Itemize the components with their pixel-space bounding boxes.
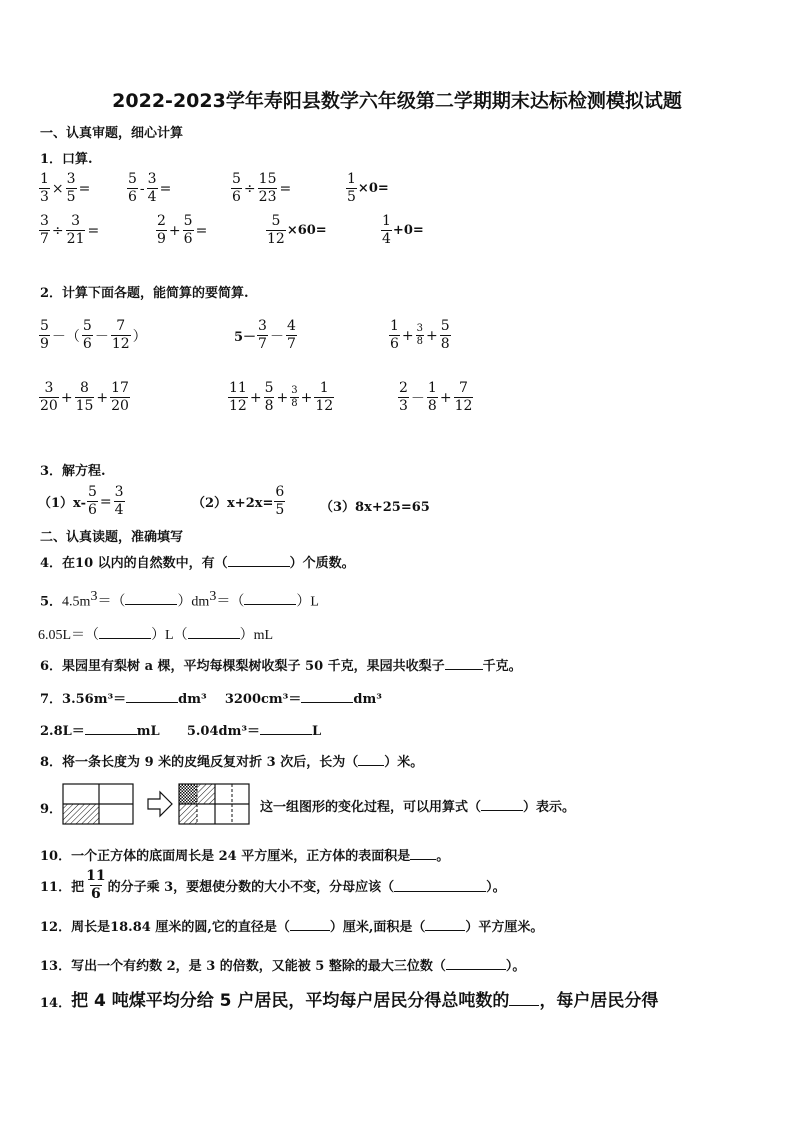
q2-label: 2．计算下面各题，能简算的要简算. [40, 286, 249, 301]
q8: 8．将一条长度为 9 米的皮绳反复对折 3 次后，长为（ ）米。 [40, 755, 424, 770]
q1-item-4: $\frac{1}{5}$ ×0= [347, 171, 389, 205]
q13: 13．写出一个有约数 2，是 3 的倍数，又能被 5 整除的最大三位数（ ）。 [40, 959, 526, 974]
q7-line-2: 2.8L＝ mL 5.04dm³＝ L [40, 724, 322, 739]
q1-item-1: $\frac{1}{3}$ × $\frac{3}{5}$ = [40, 171, 91, 205]
q3-equation-1: （1）x- $\frac{5}{6}$ = $\frac{3}{4}$ [38, 484, 124, 518]
q3-equation-3: （3）8x+25=65 [320, 500, 430, 515]
q5-line-2: 6.05L＝（ ）L（ ）mL [38, 628, 274, 643]
q4: 4．在10 以内的自然数中，有（ ）个质数。 [40, 556, 355, 571]
q9-rect-after [179, 784, 249, 824]
q12: 12．周长是18.84 厘米的圆,它的直径是（ ）厘米,面积是（ ）平方厘米。 [40, 920, 544, 935]
section-2-heading: 二、认真读题，准确填写 [40, 530, 184, 545]
q9-rect-before [63, 784, 133, 824]
q2-expr-1: $\frac{5}{9}$ －（ $\frac{5}{6}$ － $\frac{7}{12}$ ） [40, 318, 147, 352]
q6: 6．果园里有梨树 a 棵，平均每棵梨树收梨子 50 千克，果园共收梨子 千克。 [40, 659, 522, 674]
section-1-heading: 一、认真审题，细心计算 [40, 126, 184, 141]
q1-item-3: $\frac{5}{6}$ ÷ $\frac{15}{23}$ = [232, 171, 292, 205]
q9-number: 9． [40, 802, 63, 817]
q1-label: 1．口算. [40, 152, 93, 167]
q14: 14．把 4 吨煤平均分给 5 户居民，平均每户居民分得总吨数的 ，每户居民分得 [40, 991, 659, 1011]
q7-line-1: 7．3.56m³＝ dm³ 3200cm³＝ dm³ [40, 692, 382, 707]
q2-expr-4: $\frac{3}{20}$ + $\frac{8}{15}$ + $\frac{17}{20}$ [40, 380, 129, 414]
q2-expr-5: $\frac{11}{12}$ + $\frac{5}{8}$ + $\frac{3}{8}$ + $\frac{1}{12}$ [229, 380, 334, 414]
q2-expr-3: $\frac{1}{6}$ + $\frac{3}{8}$ + $\frac{5}{8}$ [390, 318, 450, 352]
q1-item-5: $\frac{3}{7}$ ÷ $\frac{3}{21}$ = [40, 213, 100, 247]
q3-label: 3．解方程. [40, 464, 106, 479]
q10: 10．一个正方体的底面周长是 24 平方厘米，正方体的表面积是 。 [40, 849, 450, 864]
q1-item-8: $\frac{1}{4}$ +0= [382, 213, 424, 247]
q1-item-6: $\frac{2}{9}$ + $\frac{5}{6}$ = [157, 213, 208, 247]
q11: 11．把 $\frac{11}{6}$ 的分子乘 3，要想使分数的大小不变，分母应该（ ）。 [40, 868, 506, 902]
q3-equation-2: （2）x+2x= $\frac{6}{5}$ [192, 484, 285, 518]
q1-item-2: $\frac{5}{6}$ - $\frac{3}{4}$ = [128, 171, 172, 205]
q9-figure [60, 783, 260, 829]
q1-item-7: $\frac{5}{12}$ ×60= [267, 213, 327, 247]
q2-expr-2: 5－ $\frac{3}{7}$ － $\frac{4}{7}$ [234, 318, 296, 352]
arrow-icon [148, 792, 172, 816]
page-title: 2022-2023学年寿阳县数学六年级第二学期期末达标检测模拟试题 [112, 90, 682, 112]
q5-line-1: 5．$4.5m^3=$（ ）$dm^3=$（ ）L [40, 589, 319, 610]
q2-expr-6: $\frac{2}{3}$ － $\frac{1}{8}$ + $\frac{7}{12}$ [399, 380, 473, 414]
q9-text: 这一组图形的变化过程，可以用算式（ ）表示。 [260, 800, 576, 815]
